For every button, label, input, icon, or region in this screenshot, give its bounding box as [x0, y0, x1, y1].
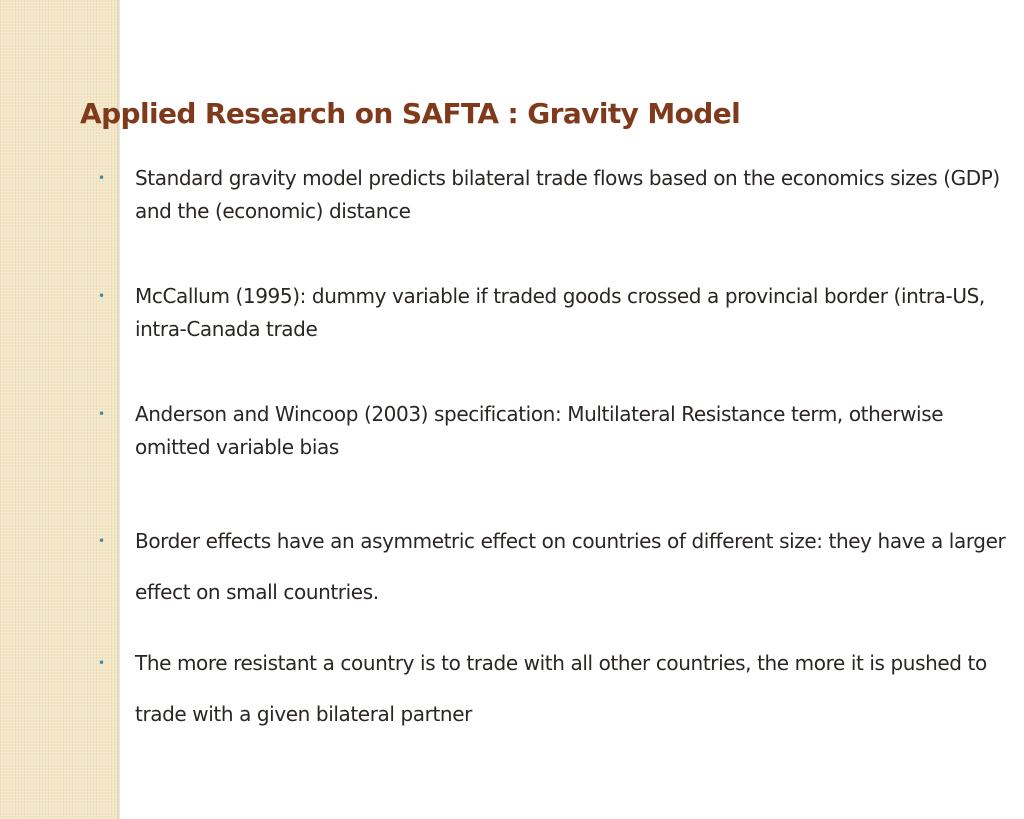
bullet-text: Border effects have an asymmetric effect on countries of different size: they have a larger effect on small countries.	[135, 529, 1006, 604]
bullet-dot-icon: •	[98, 534, 105, 548]
bullet-list	[98, 162, 1008, 760]
bullet-dot-icon: •	[98, 656, 105, 670]
bullet-dot-icon: •	[98, 407, 105, 421]
bullet-item-border-effects	[98, 516, 1008, 618]
bullet-text: McCallum (1995): dummy variable if traded goods crossed a provincial border (intra-US, intra-Canada trade	[135, 284, 985, 341]
bullet-text: Anderson and Wincoop (2003) specification: Multilateral Resistance term, otherwise omitted variable bias	[135, 402, 944, 459]
bullet-item-gravity-model	[98, 162, 1008, 228]
bullet-item-multilateral-resistance	[98, 638, 1008, 740]
slide-title: Applied Research on SAFTA : Gravity Model	[80, 97, 741, 130]
bullet-item-mccallum	[98, 280, 1008, 346]
bullet-dot-icon: •	[98, 171, 105, 185]
bullet-text: Standard gravity model predicts bilateral trade flows based on the economics sizes (GDP) and the (economic) distance	[135, 166, 1000, 223]
bullet-text: The more resistant a country is to trade with all other countries, the more it is pushed to trade with a given bilateral partner	[135, 651, 987, 726]
bullet-dot-icon: •	[98, 289, 105, 303]
bullet-item-anderson-wincoop	[98, 398, 1008, 464]
